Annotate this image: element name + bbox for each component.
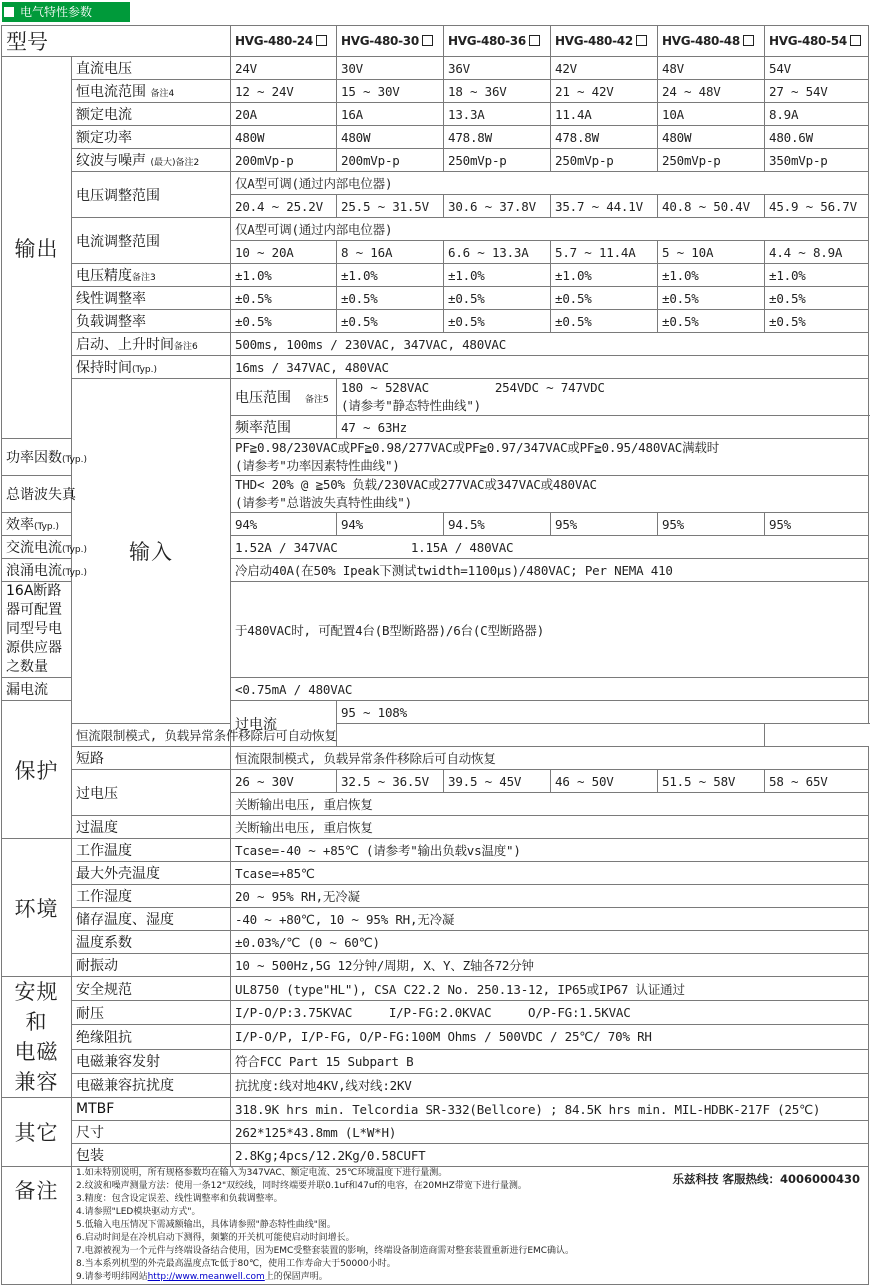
row-label: 电压范围 备注5 (231, 379, 337, 416)
value-cell: 250mVp-p (551, 149, 658, 172)
model-cell: HVG-480-36 (444, 26, 551, 57)
section-header (2, 2, 130, 22)
value-cell: ±0.5% (337, 287, 444, 310)
table-row (2, 103, 869, 126)
value-cell: ±1.0% (231, 264, 337, 287)
table-row (2, 977, 869, 1001)
value-cell: 250mVp-p (444, 149, 551, 172)
row-label: 过电流 (231, 701, 337, 747)
row-label: 耐振动 (72, 954, 231, 977)
value-cell: 16A (337, 103, 444, 126)
value-cell: 45.9 ~ 56.7V (765, 195, 869, 218)
table-row (2, 1025, 869, 1049)
row-label: 绝缘阻抗 (72, 1025, 231, 1049)
value-cell: 于480VAC时, 可配置4台(B型断路器)/6台(C型断路器) (231, 582, 869, 678)
row-label: 漏电流 (2, 678, 72, 701)
row-label: 总谐波失真 (2, 476, 72, 513)
table-row (2, 80, 869, 103)
row-label: 纹波与噪声 (最大)备注2 (72, 149, 231, 172)
value-cell: 30V (337, 57, 444, 80)
value-cell: 95% (551, 513, 658, 536)
table-row (2, 908, 869, 931)
row-label: 保持时间(Typ.) (72, 356, 231, 379)
value-cell: 42V (551, 57, 658, 80)
value-cell: <0.75mA / 480VAC (231, 678, 869, 701)
category-input: 输入 (72, 379, 231, 724)
row-label: 最大外壳温度 (72, 862, 231, 885)
note-line: 仅A型可调(通过内部电位器) (231, 172, 869, 195)
value-cell: THD< 20% @ ≧50% 负载/230VAC或277VAC或347VAC或480VAC (请参考"总谐波失真特性曲线") (231, 476, 869, 513)
table-row (2, 310, 869, 333)
value-cell: Tcase=+85℃ (231, 862, 869, 885)
value-cell: 95% (658, 513, 765, 536)
table-row (2, 172, 869, 195)
value-cell: 恒流限制模式, 负载异常条件移除后可自动恢复 (231, 747, 869, 770)
row-label: MTBF (72, 1098, 231, 1121)
value-cell: -40 ~ +80℃, 10 ~ 95% RH,无冷凝 (231, 908, 869, 931)
value-cell: 95% (765, 513, 869, 536)
note-line: 1.如未特别说明，所有规格参数均在输入为347VAC、额定电流、25℃环境温度下进行量测。 (76, 1168, 448, 1178)
model-label: 型号 (2, 26, 231, 57)
value-cell: ±1.0% (658, 264, 765, 287)
table-row (2, 356, 869, 379)
value-cell: 20.4 ~ 25.2V (231, 195, 337, 218)
table-row (2, 57, 869, 80)
value-cell: ±1.0% (444, 264, 551, 287)
row-label: 储存温度、湿度 (72, 908, 231, 931)
table-row (2, 149, 869, 172)
value-cell: 2.8Kg;4pcs/12.2Kg/0.58CUFT (231, 1144, 869, 1167)
value-cell: I/P-O/P:3.75KVAC I/P-FG:2.0KVAC O/P-FG:1.5KVAC (231, 1001, 869, 1025)
table-row (2, 931, 869, 954)
category-notes: 备注 (2, 1167, 72, 1285)
row-label: 工作湿度 (72, 885, 231, 908)
value-cell: ±1.0% (551, 264, 658, 287)
note-line: 7.电源被视为一个元件与终端设备结合使用，因为EMC受整套装置的影响，终端设备制造商需对整套装置重新进行EMC确认。 (76, 1246, 575, 1256)
model-cell: HVG-480-42 (551, 26, 658, 57)
row-label: 温度系数 (72, 931, 231, 954)
value-cell: 200mVp-p (337, 149, 444, 172)
table-row (2, 839, 869, 862)
row-label: 恒电流范围 备注4 (72, 80, 231, 103)
table-row (2, 1121, 869, 1144)
value-cell: 46 ~ 50V (551, 770, 658, 793)
value-cell: ±0.5% (658, 310, 765, 333)
value-cell: ±1.0% (337, 264, 444, 287)
value-cell: 180 ~ 528VAC 254VDC ~ 747VDC (请参考"静态特性曲线") (337, 379, 869, 416)
value-cell: ±0.5% (551, 310, 658, 333)
note-line: 6.启动时间是在冷机启动下测得，频繁的开关机可能使启动时间增长。 (76, 1233, 355, 1243)
value-cell: 318.9K hrs min. Telcordia SR-332(Bellcore) ; 84.5K hrs min. MIL-HDBK-217F (25℃) (231, 1098, 869, 1121)
value-cell: 30.6 ~ 37.8V (444, 195, 551, 218)
row-label: 线性调整率 (72, 287, 231, 310)
category-protection: 保护 (2, 701, 72, 839)
value-cell: PF≧0.98/230VAC或PF≧0.98/277VAC或PF≧0.97/347VAC或PF≧0.95/480VAC满载时 (请参考"功率因素特性曲线") (231, 439, 869, 476)
table-row (2, 1001, 869, 1025)
note-line: 8.当本系列机型的外壳最高温度点Tc低于80℃，使用工作寿命大于50000小时。 (76, 1259, 396, 1269)
value-cell: 10A (658, 103, 765, 126)
value-cell: 6.6 ~ 13.3A (444, 241, 551, 264)
value-cell: 18 ~ 36V (444, 80, 551, 103)
table-row (2, 885, 869, 908)
value-cell: 94.5% (444, 513, 551, 536)
value-cell: 关断输出电压, 重启恢复 (231, 793, 869, 816)
value-cell: 8 ~ 16A (337, 241, 444, 264)
table-row (2, 264, 869, 287)
category-others: 其它 (2, 1098, 72, 1167)
value-cell: 94% (337, 513, 444, 536)
table-row (2, 218, 869, 241)
value-cell: 5 ~ 10A (658, 241, 765, 264)
value-cell: 39.5 ~ 45V (444, 770, 551, 793)
note-line: 仅A型可调(通过内部电位器) (231, 218, 869, 241)
value-cell: 58 ~ 65V (765, 770, 869, 793)
value-cell: 54V (765, 57, 869, 80)
value-cell: 478.8W (444, 126, 551, 149)
row-label: 工作温度 (72, 839, 231, 862)
row-label: 额定电流 (72, 103, 231, 126)
row-label: 16A断路器可配置同型号电源供应器之数量 (2, 582, 72, 678)
value-cell: Tcase=-40 ~ +85℃ (请参考"输出负载vs温度") (231, 839, 869, 862)
row-label: 功率因数(Typ.) (2, 439, 72, 476)
category-output: 输出 (2, 57, 72, 439)
checkbox-icon[interactable] (743, 35, 754, 46)
category-environment: 环境 (2, 839, 72, 977)
row-label: 电流调整范围 (72, 218, 231, 264)
value-cell: 25.5 ~ 31.5V (337, 195, 444, 218)
value-cell: 500ms, 100ms / 230VAC, 347VAC, 480VAC (231, 333, 869, 356)
value-cell: ±0.5% (337, 310, 444, 333)
row-label: 电磁兼容抗扰度 (72, 1073, 231, 1097)
value-cell: 恒流限制模式, 负载异常条件移除后可自动恢复 (72, 724, 765, 747)
checkbox-icon[interactable] (316, 35, 327, 46)
row-label: 效率(Typ.) (2, 513, 72, 536)
square-icon (4, 7, 14, 17)
table-row (2, 724, 869, 747)
table-row (2, 747, 869, 770)
category-safety-emc: 安规 和 电磁 兼容 (2, 977, 72, 1098)
hotline: 乐兹科技 客服热线：4006000430 (672, 1172, 860, 1186)
checkbox-icon[interactable] (529, 35, 540, 46)
model-cell: HVG-480-48 (658, 26, 765, 57)
value-cell: 250mVp-p (658, 149, 765, 172)
value-cell: 15 ~ 30V (337, 80, 444, 103)
value-cell: I/P-O/P, I/P-FG, O/P-FG:100M Ohms / 500VDC / 25℃/ 70% RH (231, 1025, 869, 1049)
table-row (2, 1098, 869, 1121)
value-cell: 478.8W (551, 126, 658, 149)
row-label: 浪涌电流(Typ.) (2, 559, 72, 582)
value-cell: 36V (444, 57, 551, 80)
value-cell: 12 ~ 24V (231, 80, 337, 103)
value-cell: ±0.5% (444, 310, 551, 333)
value-cell: 480.6W (765, 126, 869, 149)
model-row (2, 26, 869, 57)
model-cell: HVG-480-54 (765, 26, 869, 57)
note-line: 3.精度：包含设定误差、线性调整率和负载调整率。 (76, 1194, 283, 1204)
value-cell: ±0.03%/℃ (0 ~ 60℃) (231, 931, 869, 954)
value-cell: 94% (231, 513, 337, 536)
value-cell: 11.4A (551, 103, 658, 126)
value-cell: 20A (231, 103, 337, 126)
row-label: 安全规范 (72, 977, 231, 1001)
value-cell: 26 ~ 30V (231, 770, 337, 793)
value-cell: 35.7 ~ 44.1V (551, 195, 658, 218)
row-label: 包装 (72, 1144, 231, 1167)
row-label: 尺寸 (72, 1121, 231, 1144)
value-cell: 10 ~ 20A (231, 241, 337, 264)
model-cell: HVG-480-24 (231, 26, 337, 57)
row-label: 过温度 (72, 816, 231, 839)
value-cell: 480W (231, 126, 337, 149)
value-cell: 40.8 ~ 50.4V (658, 195, 765, 218)
value-cell: 13.3A (444, 103, 551, 126)
table-row (2, 954, 869, 977)
value-cell: ±0.5% (444, 287, 551, 310)
table-row (2, 333, 869, 356)
row-label: 短路 (72, 747, 231, 770)
value-cell: 262*125*43.8mm (L*W*H) (231, 1121, 869, 1144)
value-cell: 480W (658, 126, 765, 149)
value-cell: 48V (658, 57, 765, 80)
value-cell: 10 ~ 500Hz,5G 12分钟/周期, X、Y、Z轴各72分钟 (231, 954, 869, 977)
value-cell: 51.5 ~ 58V (658, 770, 765, 793)
row-label: 频率范围 (231, 416, 337, 439)
model-cell: HVG-480-30 (337, 26, 444, 57)
notes-block (72, 1167, 869, 1285)
value-cell: ±0.5% (231, 310, 337, 333)
value-cell: ±0.5% (231, 287, 337, 310)
note-line: 4.请参照"LED模块驱动方式"。 (76, 1207, 201, 1217)
table-row (2, 770, 869, 793)
note-line: 9.请参考明纬网站http://www.meanwell.com上的保固声明。 (76, 1272, 328, 1282)
row-label: 直流电压 (72, 57, 231, 80)
value-cell: UL8750 (type"HL"), CSA C22.2 No. 250.13-12, IP65或IP67 认证通过 (231, 977, 869, 1001)
value-cell: 冷启动40A(在50% Ipeak下测试twidth=1100µs)/480VAC; Per NEMA 410 (231, 559, 869, 582)
row-label: 启动、上升时间备注6 (72, 333, 231, 356)
note-line: 2.纹波和噪声测量方法：使用一条12"双绞线，同时终端要并联0.1uf和47uf的电容，在20MHZ带宽下进行量测。 (76, 1181, 527, 1191)
value-cell: 21 ~ 42V (551, 80, 658, 103)
value-cell: 1.52A / 347VAC 1.15A / 480VAC (231, 536, 869, 559)
value-cell: 350mVp-p (765, 149, 869, 172)
table-row (2, 862, 869, 885)
spec-table (1, 25, 869, 1285)
value-cell: 27 ~ 54V (765, 80, 869, 103)
meanwell-link[interactable]: http://www.meanwell.com (147, 1272, 265, 1282)
value-cell: 20 ~ 95% RH,无冷凝 (231, 885, 869, 908)
value-cell: 95 ~ 108% (337, 701, 869, 724)
value-cell: 5.7 ~ 11.4A (551, 241, 658, 264)
value-cell: 47 ~ 63Hz (337, 416, 869, 439)
row-label: 电压精度备注3 (72, 264, 231, 287)
table-row (2, 816, 869, 839)
value-cell: 抗扰度:线对地4KV,线对线:2KV (231, 1073, 869, 1097)
row-label: 电磁兼容发射 (72, 1049, 231, 1073)
value-cell: ±1.0% (765, 264, 869, 287)
value-cell: 32.5 ~ 36.5V (337, 770, 444, 793)
value-cell: 24V (231, 57, 337, 80)
value-cell: 200mVp-p (231, 149, 337, 172)
row-label: 额定功率 (72, 126, 231, 149)
checkbox-icon[interactable] (850, 35, 861, 46)
value-cell: 关断输出电压, 重启恢复 (231, 816, 869, 839)
value-cell: 8.9A (765, 103, 869, 126)
value-cell: 480W (337, 126, 444, 149)
value-cell: 24 ~ 48V (658, 80, 765, 103)
table-row (2, 1049, 869, 1073)
row-label: 电压调整范围 (72, 172, 231, 218)
value-cell: ±0.5% (765, 310, 869, 333)
table-row (2, 1144, 869, 1167)
table-row (2, 126, 869, 149)
row-label: 耐压 (72, 1001, 231, 1025)
value-cell: 16ms / 347VAC, 480VAC (231, 356, 869, 379)
checkbox-icon[interactable] (422, 35, 433, 46)
checkbox-icon[interactable] (636, 35, 647, 46)
value-cell: 符合FCC Part 15 Subpart B (231, 1049, 869, 1073)
row-label: 交流电流(Typ.) (2, 536, 72, 559)
table-row (2, 1167, 869, 1285)
value-cell: ±0.5% (658, 287, 765, 310)
value-cell: ±0.5% (765, 287, 869, 310)
note-line: 5.低输入电压情况下需减额输出，具体请参照"静态特性曲线"图。 (76, 1220, 336, 1230)
table-row (2, 287, 869, 310)
row-label: 过电压 (72, 770, 231, 816)
value-cell: 4.4 ~ 8.9A (765, 241, 869, 264)
section-title: 电气特性参数 (20, 5, 93, 19)
value-cell: ±0.5% (551, 287, 658, 310)
table-row (2, 379, 869, 416)
row-label: 负载调整率 (72, 310, 231, 333)
table-row (2, 1073, 869, 1097)
